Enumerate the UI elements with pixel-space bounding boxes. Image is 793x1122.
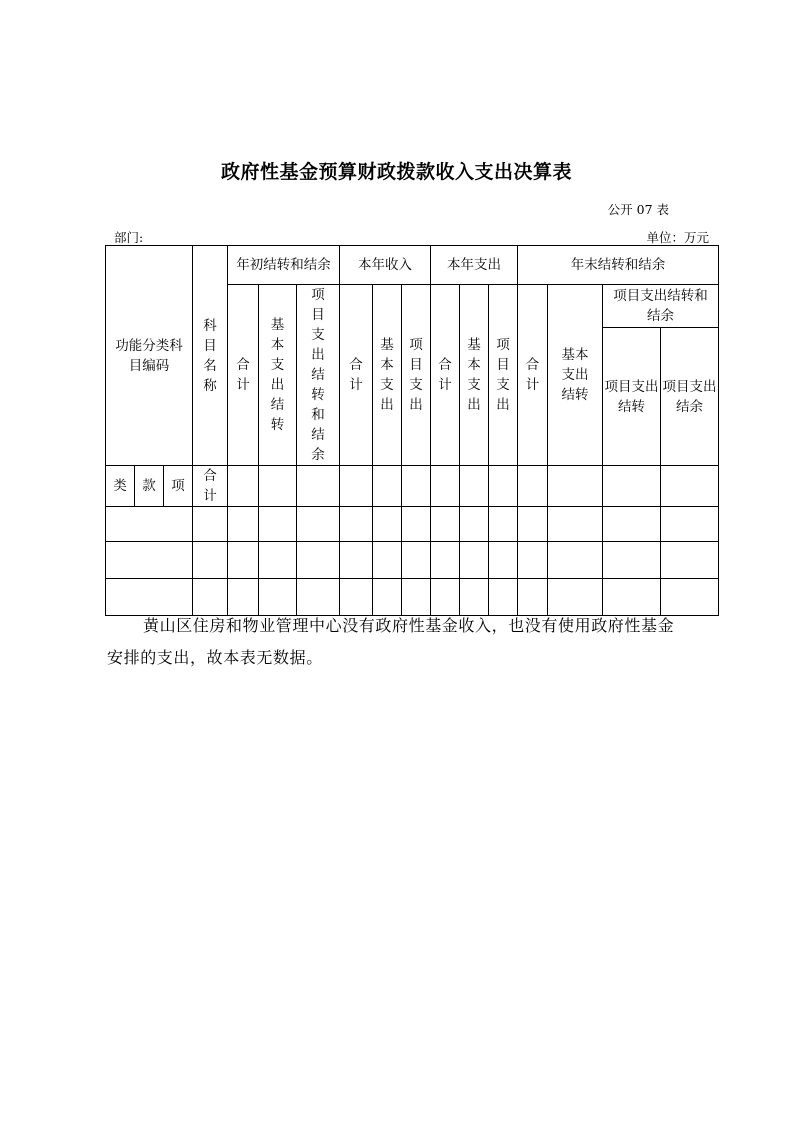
table-cell [228, 507, 259, 542]
table-cell [518, 542, 548, 579]
table-cell [661, 507, 719, 542]
table-cell [228, 542, 259, 579]
table-cell [460, 507, 489, 542]
explanation-note: 黄山区住房和物业管理中心没有政府性基金收入，也没有使用政府性基金安排的支出，故本表无数据。 [107, 616, 675, 667]
table-cell [661, 542, 719, 579]
table-cell [297, 542, 340, 579]
header-xiang: 项 [164, 466, 193, 507]
table-row [106, 542, 719, 579]
header-begin-total: 合计 [228, 285, 259, 466]
table-cell [106, 542, 193, 579]
table-cell [603, 466, 661, 507]
table-cell [402, 507, 431, 542]
table-cell [489, 507, 518, 542]
table-cell [193, 542, 228, 579]
table-cell [661, 466, 719, 507]
table-cell [340, 507, 373, 542]
header-expense-basic: 基本支出 [460, 285, 489, 466]
table-cell [460, 466, 489, 507]
header-end-total: 合计 [518, 285, 548, 466]
table-cell [297, 466, 340, 507]
header-begin-basic-carry: 基本支出结转 [259, 285, 297, 466]
table-cell [340, 466, 373, 507]
header-end-basic-carry: 基本支出结转 [548, 285, 603, 466]
table-cell [373, 542, 402, 579]
department-label: 部门: [114, 230, 144, 245]
table-cell [603, 542, 661, 579]
table-cell [340, 542, 373, 579]
table-cell [193, 507, 228, 542]
header-kuan: 款 [135, 466, 164, 507]
table-cell [431, 507, 460, 542]
form-number: 公开 07 表 [607, 202, 669, 217]
header-lei: 类 [106, 466, 135, 507]
header-end-project-carry-balance: 项目支出结转和结余 [603, 285, 719, 328]
header-expense-total: 合计 [431, 285, 460, 466]
table-cell [489, 466, 518, 507]
header-income: 本年收入 [340, 246, 431, 285]
table-cell [431, 542, 460, 579]
table-cell [603, 507, 661, 542]
header-end-project-balance: 项目支出结余 [661, 328, 719, 466]
table-cell [460, 542, 489, 579]
header-expense-project: 项目支出 [489, 285, 518, 466]
table-cell [373, 466, 402, 507]
header-end-balance: 年末结转和结余 [518, 246, 719, 285]
header-income-project: 项目支出 [402, 285, 431, 466]
header-income-basic: 基本支出 [373, 285, 402, 466]
table-cell [518, 507, 548, 542]
header-end-project-carry: 项目支出结转 [603, 328, 661, 466]
table-cell [259, 542, 297, 579]
header-income-total: 合计 [340, 285, 373, 466]
budget-table [105, 245, 719, 616]
table-cell [297, 507, 340, 542]
header-expense: 本年支出 [431, 246, 518, 285]
table-cell [548, 466, 603, 507]
table-cell [518, 466, 548, 507]
header-func-code: 功能分类科目编码 [106, 246, 193, 466]
header-subject-name: 科目名称 [193, 246, 228, 466]
header-row-total: 合计 [193, 466, 228, 507]
unit-label: 单位：万元 [646, 230, 709, 245]
page-title: 政府性基金预算财政拨款收入支出决算表 [220, 161, 572, 183]
table-cell [259, 466, 297, 507]
table-cell [431, 466, 460, 507]
header-begin-balance: 年初结转和结余 [228, 246, 340, 285]
table-row [106, 507, 719, 542]
table-cell [548, 542, 603, 579]
table-cell [259, 507, 297, 542]
table-cell [106, 507, 193, 542]
table-cell [548, 507, 603, 542]
table-cell [402, 466, 431, 507]
table-cell [373, 507, 402, 542]
table-cell [489, 542, 518, 579]
header-begin-project-carry-balance: 项目支出结转和结余 [297, 285, 340, 466]
table-cell [228, 466, 259, 507]
table-cell [402, 542, 431, 579]
